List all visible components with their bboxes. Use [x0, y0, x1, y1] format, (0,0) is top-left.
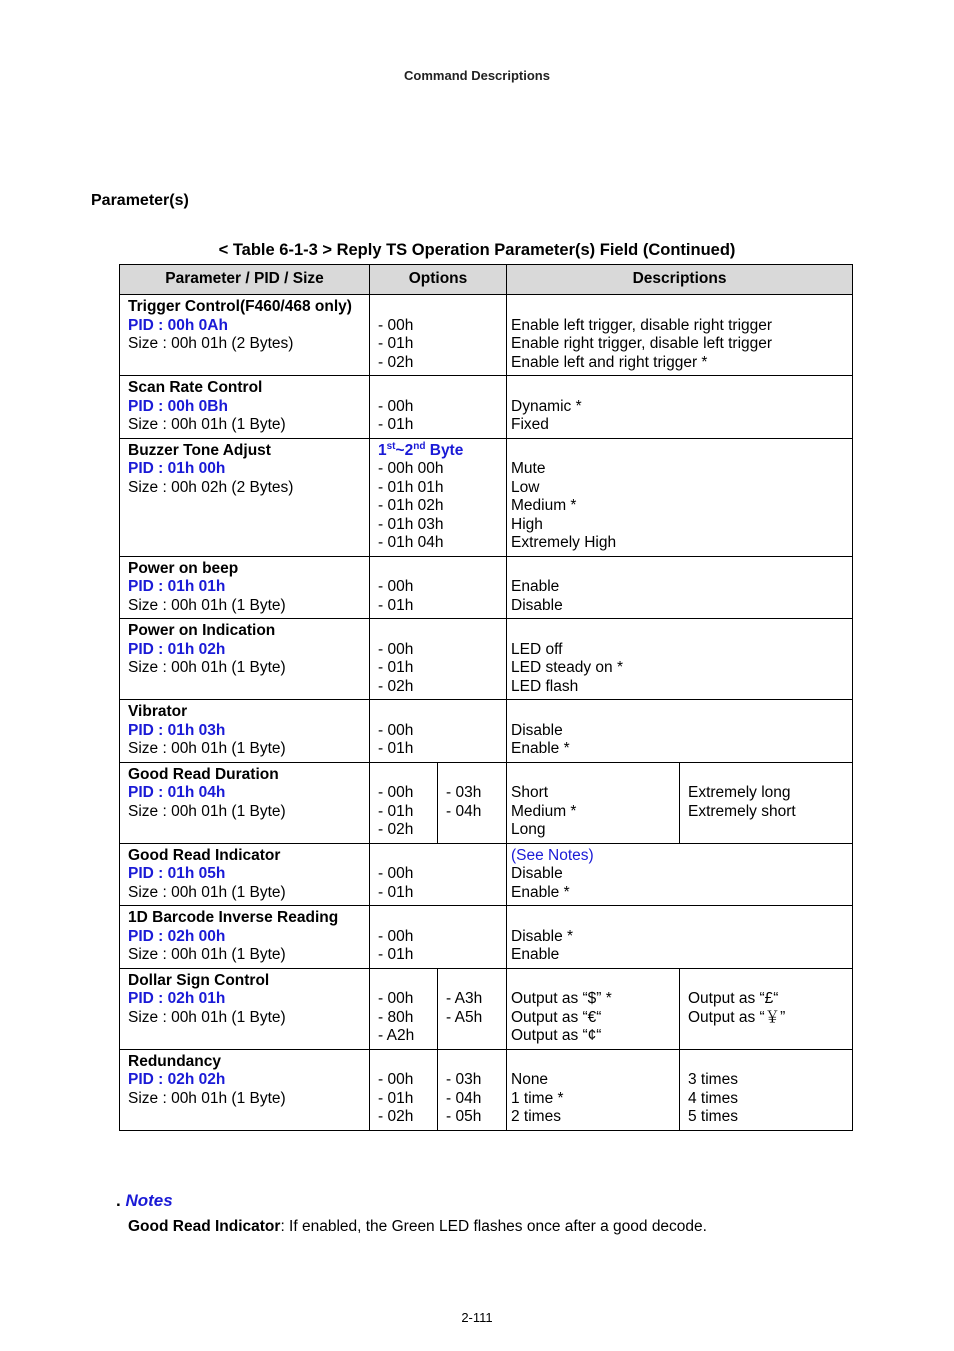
options-cell: [370, 843, 507, 906]
spacer: [688, 766, 844, 785]
spacer: [511, 442, 844, 461]
parameter-name: Good Read Duration: [128, 765, 279, 783]
parameter-pid: PID : 02h 01h: [128, 990, 226, 1007]
option-value: - 00h: [378, 865, 414, 882]
options-cell: [370, 700, 507, 763]
byte-label-second: ~2: [395, 441, 414, 459]
descriptions-cell: [507, 762, 680, 843]
description-value: Low: [511, 478, 540, 496]
option-value: - 00h: [378, 578, 414, 595]
descriptions-cell: [507, 906, 853, 969]
parameter-size: Size : 00h 01h (1 Byte): [128, 802, 286, 820]
description-value: Extremely High: [511, 534, 617, 551]
spacer: [511, 703, 844, 722]
options-cell: [370, 619, 507, 700]
option-value: - 01h: [378, 596, 414, 614]
description-value: Disable: [511, 865, 563, 882]
option-value: - 00h: [378, 316, 414, 334]
parameter-cell: [120, 376, 370, 439]
parameter-cell: [120, 438, 370, 556]
descriptions-cell: [507, 619, 853, 700]
description-value: Medium *: [511, 802, 577, 820]
options-cell: [370, 906, 507, 969]
option-value: - 00h: [378, 1071, 414, 1088]
notes-body: [128, 1218, 707, 1236]
option-value: - A5h: [446, 1008, 483, 1026]
option-value: - 03h: [446, 1071, 482, 1088]
parameter-name: Dollar Sign Control: [128, 971, 270, 989]
table-row: [120, 700, 853, 763]
descriptions-cell: [507, 295, 853, 376]
descriptions-cell: [507, 968, 680, 1049]
description-value: Mute: [511, 460, 546, 477]
parameter-pid: PID : 00h 0Bh: [128, 397, 228, 415]
option-value: - 01h: [378, 946, 414, 963]
options-cell: [370, 1049, 438, 1130]
spacer: [511, 766, 671, 785]
spacer: [511, 622, 844, 641]
option-value: - 03h: [446, 784, 482, 801]
option-value: - A2h: [378, 1027, 415, 1044]
spacer: [511, 560, 844, 579]
table-row: [120, 556, 853, 619]
parameter-pid: PID : 01h 00h: [128, 460, 226, 477]
spacer: [688, 972, 844, 991]
parameter-name: Trigger Control(F460/468 only): [128, 298, 352, 315]
parameter-pid: PID : 01h 01h: [128, 578, 226, 595]
spacer: [511, 909, 844, 928]
table-row: [120, 376, 853, 439]
description-value: Enable: [511, 946, 560, 963]
table-row: [120, 843, 853, 906]
parameter-cell: [120, 843, 370, 906]
description-value: Enable *: [511, 740, 570, 757]
option-value: - 01h 03h: [378, 515, 444, 533]
description-value: Disable *: [511, 927, 574, 945]
byte-label-first: 1: [378, 441, 387, 459]
descriptions-cell-secondary: [680, 1049, 853, 1130]
parameter-cell: [120, 762, 370, 843]
option-value: - 01h: [378, 416, 414, 433]
description-value: Enable left trigger, disable right trigger: [511, 316, 773, 334]
description-value: 5 times: [688, 1108, 738, 1125]
byte-label-second-suffix: nd: [413, 440, 426, 452]
descriptions-cell: [507, 556, 853, 619]
parameter-name: 1D Barcode Inverse Reading: [128, 909, 339, 926]
description-value: Output as “¢“: [511, 1027, 602, 1044]
parameter-size: Size : 00h 01h (1 Byte): [128, 416, 286, 433]
parameter-name: Vibrator: [128, 703, 188, 720]
option-value: - 01h: [378, 802, 414, 820]
description-value: Short: [511, 784, 549, 801]
parameter-pid: PID : 02h 00h: [128, 927, 226, 945]
byte-label-first-suffix: st: [386, 440, 396, 452]
parameter-size: Size : 00h 01h (1 Byte): [128, 883, 286, 901]
description-value: 3 times: [688, 1071, 738, 1088]
table-header-row: [120, 265, 853, 295]
spacer: [511, 379, 844, 398]
parameter-cell: [120, 556, 370, 619]
page-number: 2-111: [461, 1310, 493, 1325]
parameter-name: Scan Rate Control: [128, 379, 263, 396]
parameters-table: [119, 264, 853, 1131]
option-value: - 00h: [378, 927, 414, 945]
spacer: [378, 703, 498, 722]
parameter-name: Power on beep: [128, 559, 239, 577]
option-value: - 01h 04h: [378, 534, 444, 551]
notes-bullet: .: [116, 1191, 126, 1210]
description-value: Output as “€“: [511, 1008, 602, 1026]
parameter-pid: PID : 01h 04h: [128, 784, 226, 801]
spacer: [446, 1053, 498, 1072]
notes-term: Good Read Indicator: [128, 1218, 281, 1235]
parameter-size: Size : 00h 01h (1 Byte): [128, 946, 286, 963]
option-value: - 02h: [378, 677, 414, 695]
options-cell-secondary: [438, 1049, 507, 1130]
parameter-name: Power on Indication: [128, 622, 276, 639]
parameter-cell: [120, 700, 370, 763]
options-cell: [370, 438, 507, 556]
options-cell: [370, 968, 438, 1049]
parameter-size: Size : 00h 01h (2 Bytes): [128, 335, 294, 352]
description-value: None: [511, 1071, 549, 1088]
spacer: [378, 1053, 429, 1072]
option-value: - 01h: [378, 659, 414, 676]
parameter-cell: [120, 906, 370, 969]
descriptions-cell: [507, 376, 853, 439]
descriptions-cell-secondary: [680, 968, 853, 1049]
option-value: - 01h: [378, 335, 414, 352]
parameter-cell: [120, 619, 370, 700]
description-value: Enable: [511, 578, 560, 595]
table-row: [120, 906, 853, 969]
spacer: [511, 972, 671, 991]
option-value: - 80h: [378, 1008, 414, 1026]
option-value: - 01h: [378, 883, 414, 901]
spacer: [446, 766, 498, 785]
description-value: Enable left and right trigger *: [511, 353, 708, 371]
descriptions-cell-secondary: [680, 762, 853, 843]
table-row: [120, 438, 853, 556]
table-row: [120, 295, 853, 376]
page-header: Command Descriptions: [404, 68, 550, 83]
option-value: - 00h: [378, 990, 414, 1007]
description-value: LED flash: [511, 677, 579, 695]
description-value: Long: [511, 821, 546, 838]
description-value: Enable *: [511, 883, 570, 901]
option-value: - 05h: [446, 1108, 482, 1125]
option-value: - 00h 00h: [378, 460, 444, 477]
spacer: [378, 972, 429, 991]
options-cell-secondary: [438, 968, 507, 1049]
description-value: Dynamic *: [511, 397, 582, 415]
descriptions-cell: [507, 438, 853, 556]
parameter-pid: PID : 01h 05h: [128, 865, 226, 882]
byte-label-unit: Byte: [425, 441, 464, 459]
table-body: [120, 295, 853, 1131]
spacer: [378, 560, 498, 579]
description-value: 2 times: [511, 1108, 561, 1125]
see-notes-link: (See Notes): [511, 846, 594, 864]
description-value: Disable: [511, 721, 563, 739]
descriptions-cell: [507, 1049, 680, 1130]
option-value: - 01h: [378, 1089, 414, 1107]
table-caption: < Table 6-1-3 > Reply TS Operation Parameter(s) Field (Continued): [218, 241, 736, 259]
parameter-cell: [120, 1049, 370, 1130]
spacer: [511, 1053, 671, 1072]
descriptions-cell: [507, 843, 853, 906]
table-row: [120, 1049, 853, 1130]
option-value: - 00h: [378, 640, 414, 658]
description-value: Output as “$” *: [511, 990, 612, 1007]
description-value: LED steady on *: [511, 659, 624, 676]
parameter-pid: PID : 01h 02h: [128, 640, 226, 658]
description-value: Output as “£“: [688, 990, 779, 1007]
description-value: 1 time *: [511, 1089, 564, 1107]
parameter-size: Size : 00h 01h (1 Byte): [128, 659, 286, 676]
description-value: Fixed: [511, 416, 549, 433]
description-value: LED off: [511, 640, 563, 658]
parameter-name: Good Read Indicator: [128, 846, 281, 864]
option-value: - 00h: [378, 397, 414, 415]
option-value: - 01h: [378, 740, 414, 757]
option-value: - 02h: [378, 1108, 414, 1125]
description-value: Disable: [511, 596, 563, 614]
parameter-size: Size : 00h 01h (1 Byte): [128, 740, 286, 757]
parameter-cell: [120, 968, 370, 1049]
parameter-cell: [120, 295, 370, 376]
column-header-descriptions: Descriptions: [507, 265, 853, 295]
option-value: - 01h 01h: [378, 478, 444, 496]
option-value: - 01h 02h: [378, 497, 444, 514]
option-value: - 04h: [446, 802, 482, 820]
parameter-pid: PID : 00h 0Ah: [128, 316, 228, 334]
parameter-pid: PID : 01h 03h: [128, 721, 226, 739]
options-cell: [370, 762, 438, 843]
section-title: Parameter(s): [91, 192, 189, 209]
options-cell: [370, 295, 507, 376]
option-value: - A3h: [446, 990, 483, 1007]
options-cell: [370, 556, 507, 619]
table-row: [120, 619, 853, 700]
options-cell: [370, 376, 507, 439]
options-cell-secondary: [438, 762, 507, 843]
byte-range-label: [378, 442, 498, 461]
description-value: Extremely long: [688, 784, 791, 801]
description-value: Enable right trigger, disable left trigger: [511, 335, 773, 352]
notes-heading: [116, 1191, 173, 1211]
spacer: [378, 379, 498, 398]
option-value: - 00h: [378, 784, 414, 801]
spacer: [378, 298, 498, 317]
notes-text: : If enabled, the Green LED flashes once after a good decode.: [280, 1218, 707, 1235]
spacer: [378, 847, 498, 866]
description-value: Output as “￥”: [688, 1008, 786, 1026]
parameter-size: Size : 00h 02h (2 Bytes): [128, 478, 294, 496]
column-header-parameter: Parameter / PID / Size: [120, 265, 370, 295]
descriptions-cell: [507, 700, 853, 763]
parameter-size: Size : 00h 01h (1 Byte): [128, 1008, 286, 1026]
parameter-size: Size : 00h 01h (1 Byte): [128, 596, 286, 614]
spacer: [378, 766, 429, 785]
option-value: - 04h: [446, 1089, 482, 1107]
description-value: 4 times: [688, 1089, 738, 1107]
column-header-options: Options: [370, 265, 507, 295]
description-value: Extremely short: [688, 802, 796, 820]
spacer: [378, 909, 498, 928]
parameter-size: Size : 00h 01h (1 Byte): [128, 1089, 286, 1107]
option-value: - 00h: [378, 721, 414, 739]
parameter-name: Redundancy: [128, 1052, 222, 1070]
spacer: [511, 298, 844, 317]
notes-title: Notes: [125, 1191, 173, 1210]
description-value: Medium *: [511, 497, 577, 514]
spacer: [688, 1053, 844, 1072]
spacer: [378, 622, 498, 641]
option-value: - 02h: [378, 353, 414, 371]
table-row: [120, 968, 853, 1049]
parameter-name: Buzzer Tone Adjust: [128, 441, 271, 459]
parameter-pid: PID : 02h 02h: [128, 1071, 226, 1088]
description-value: High: [511, 515, 543, 533]
table-row: [120, 762, 853, 843]
option-value: - 02h: [378, 821, 414, 838]
spacer: [446, 972, 498, 991]
